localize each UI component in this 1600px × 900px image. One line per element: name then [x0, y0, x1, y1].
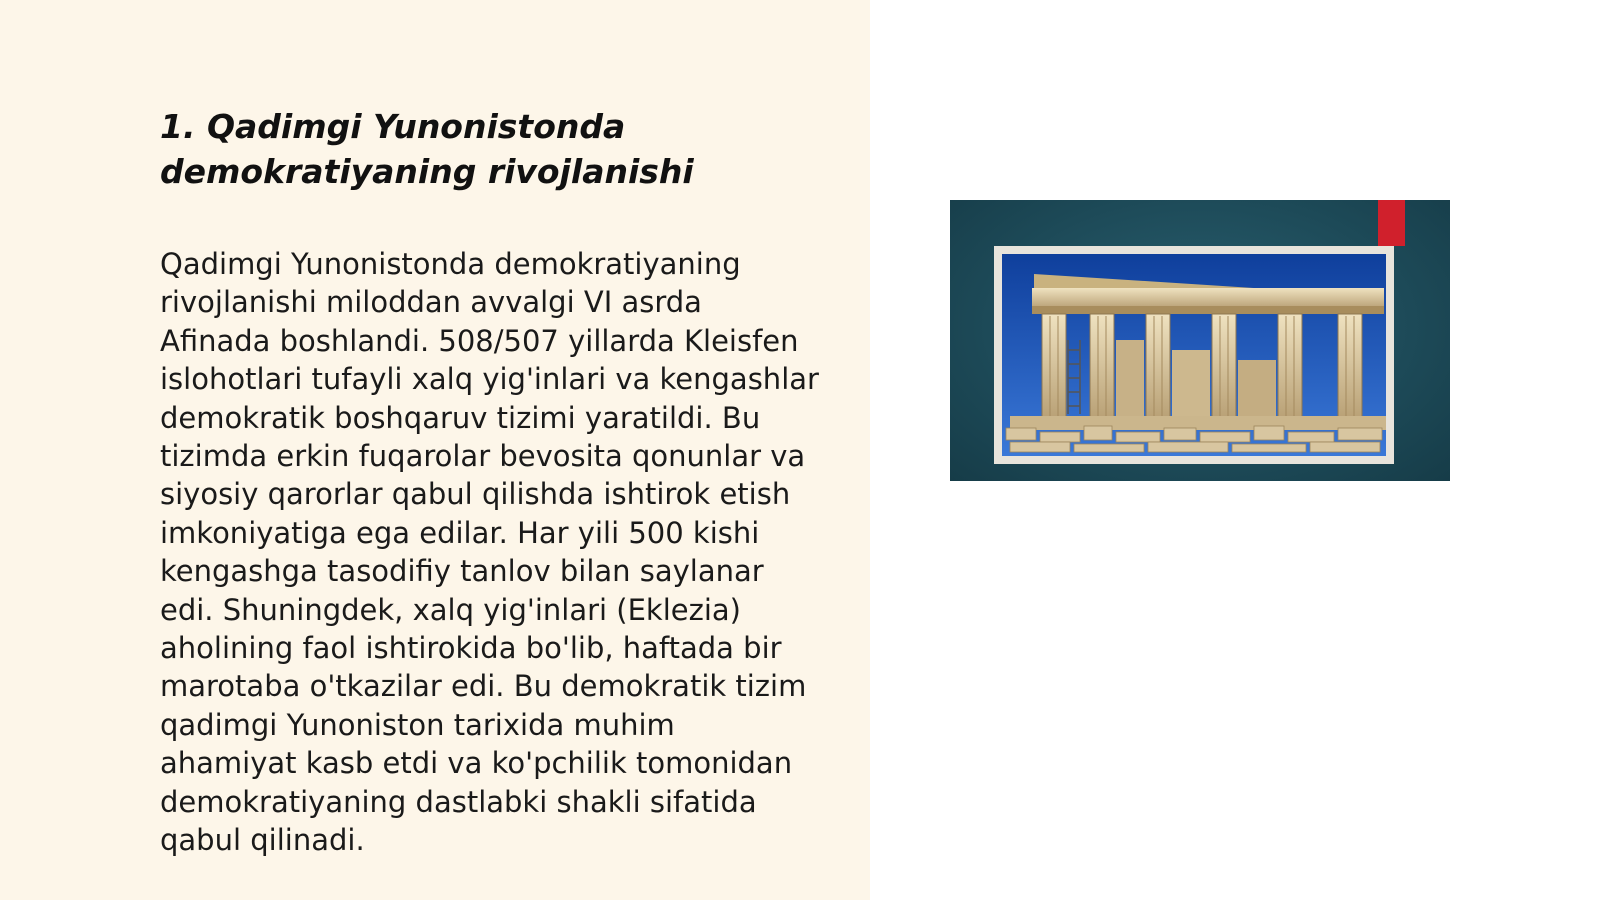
entablature	[1032, 288, 1384, 308]
slide-body-text: Qadimgi Yunonistonda demokratiyaning rivojlanishi miloddan avvalgi VI asrda Afinada boshlandi. 508/507 yillarda Kleisfen islohotlari tufayli xalq yig'inlari va kengashlar demokratik boshqaruv tizimi yaratildi. Bu tizimda erkin fuqarolar bevosita qonunlar va siyosiy qarorlar qabul qilishda ishtirok etish imkoniyatiga ega edilar. Har yili 500 kishi kengashga tasodifiy tanlov bilan saylanar edi. Shuningdek, xalq yig'inlari (Eklezia) aholining faol ishtirokida bo'lib, haftada bir marotaba o'tkazilar edi. Bu demokratik tizim qadimgi Yunoniston tarixida muhim ahamiyat kasb etdi va ko'pchilik tomonidan demokratiyaning dastlabki shakli sifatida qabul qilinadi.	[160, 247, 819, 858]
parthenon-photo	[950, 200, 1450, 481]
parthenon-photo-icon	[950, 200, 1450, 481]
slide-title: 1. Qadimgi Yunonistonda demokratiyaning rivojlanishi	[160, 107, 694, 191]
red-accent-mark	[1378, 200, 1405, 246]
